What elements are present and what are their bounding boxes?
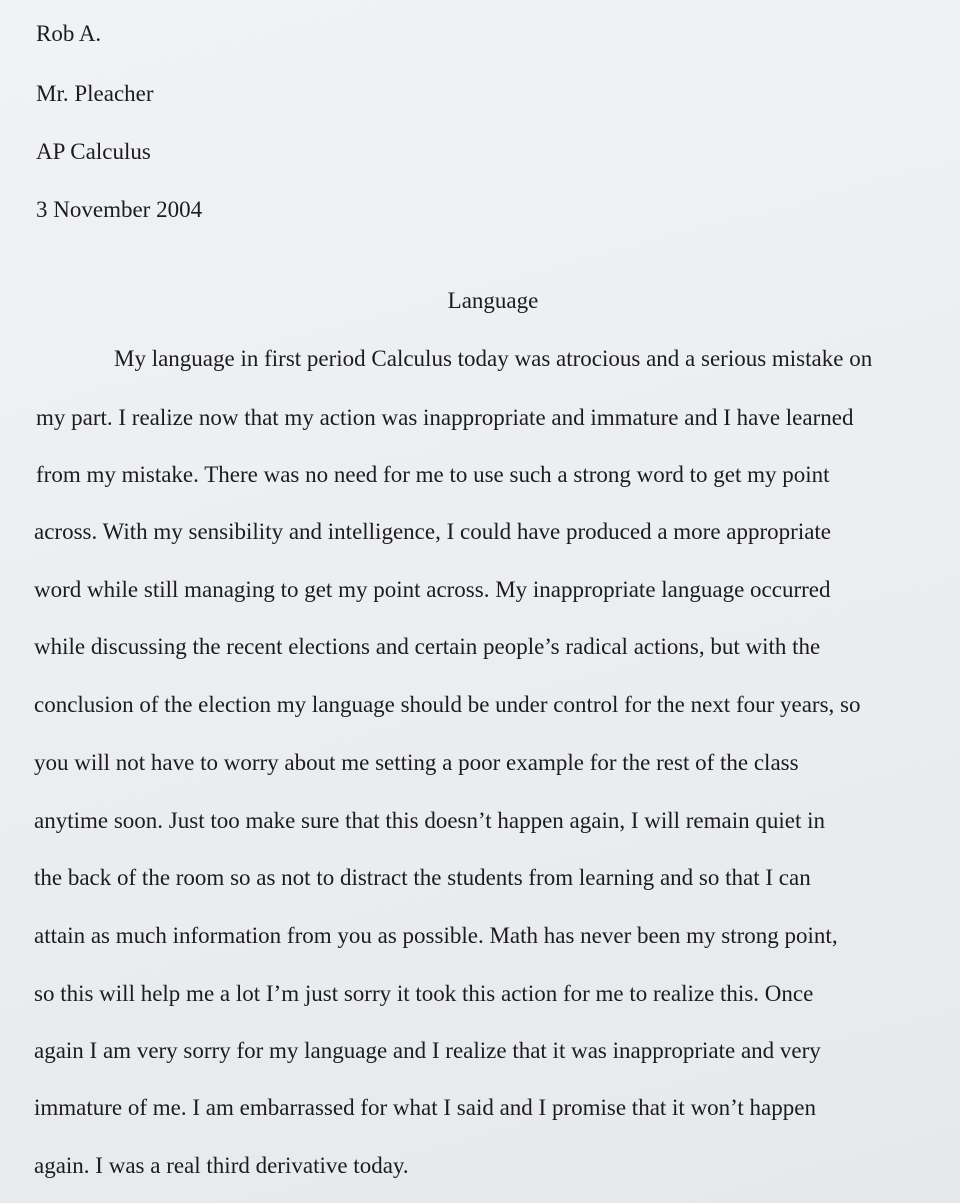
body-line: attain as much information from you as possible. Math has never been my strong point, — [34, 923, 838, 948]
body-line: conclusion of the election my language should be under control for the next four years, so — [34, 692, 861, 717]
course-name: AP Calculus — [36, 139, 151, 164]
body-line: you will not have to worry about me setting a poor example for the rest of the class — [34, 750, 799, 775]
body-line: from my mistake. There was no need for me to use such a strong word to get my point — [36, 462, 830, 487]
body-line: anytime soon. Just too make sure that this doesn’t happen again, I will remain quiet in — [34, 808, 826, 833]
body-line: word while still managing to get my point across. My inappropriate language occurred — [34, 577, 831, 602]
body-line: again I am very sorry for my language and I realize that it was inappropriate and very — [34, 1038, 821, 1063]
body-line: immature of me. I am embarrassed for what I said and I promise that it won’t happen — [34, 1095, 816, 1120]
author-name: Rob A. — [36, 21, 102, 46]
document-title: Language — [447, 288, 539, 313]
body-line: my part. I realize now that my action was inappropriate and immature and I have learned — [36, 405, 854, 430]
body-line: so this will help me a lot I’m just sorry it took this action for me to realize this. Once — [34, 981, 814, 1006]
body-line: My language in first period Calculus today was atrocious and a serious mistake on — [114, 346, 873, 371]
document-date: 3 November 2004 — [36, 197, 203, 222]
body-line: while discussing the recent elections and certain people’s radical actions, but with the — [34, 634, 821, 659]
body-line: the back of the room so as not to distract the students from learning and so that I can — [34, 865, 811, 890]
body-line: across. With my sensibility and intelligence, I could have produced a more appropriate — [34, 519, 832, 544]
teacher-name: Mr. Pleacher — [36, 81, 154, 106]
body-line: again. I was a real third derivative today. — [34, 1153, 409, 1178]
